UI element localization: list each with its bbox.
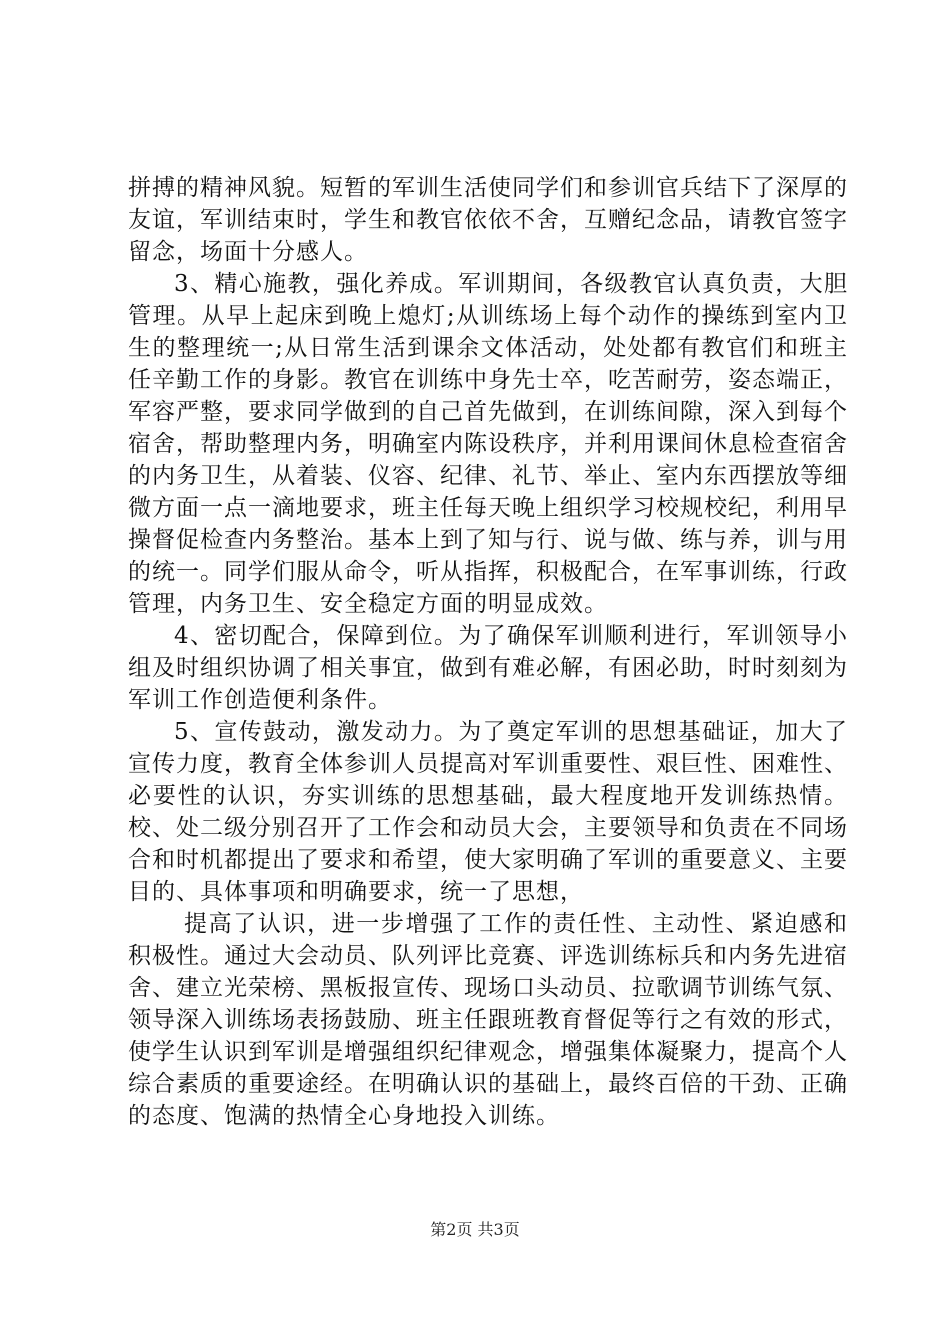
page-number-footer: 第2页 共3页 [430,1220,520,1239]
document-body [128,172,848,1132]
paragraph-item-3: 3、精心施教，强化养成。军训期间，各级教官认真负责，大胆管理。从早上起床到晚上熄灯;从训练场上每个动作的操练到室内卫生的整理统一;从日常生活到课余文体活动，处处都有教官们和班主任辛勤工作的身影。教官在训练中身先士卒，吃苦耐劳，姿态端正，军容严整，要求同学做到的自己首先做到，在训练间隙，深入到每个宿舍，帮助整理内务，明确室内陈设秩序，并利用课间休息检查宿舍的内务卫生，从着装、仪容、纪律、礼节、举止、室内东西摆放等细微方面一点一滴地要求，班主任每天晚上组织学习校规校纪，利用早操督促检查内务整治。基本上到了知与行、说与做、练与养，训与用的统一。同学们服从命令，听从指挥，积极配合，在军事训练，行政管理，内务卫生、安全稳定方面的明显成效。 [128,271,848,617]
paragraph-continuation: 拼搏的精神风貌。短暂的军训生活使同学们和参训官兵结下了深厚的友谊，军训结束时，学生和教官依依不舍，互赠纪念品，请教官签字留念，场面十分感人。 [128,175,848,265]
paragraph-item-4: 4、密切配合，保障到位。为了确保军训顺利进行，军训领导小组及时组织协调了相关事宜，做到有难必解，有困必助，时时刻刻为军训工作创造便利条件。 [128,623,848,713]
paragraph-item-5-continued: 提高了认识，进一步增强了工作的责任性、主动性、紧迫感和积极性。通过大会动员、队列评比竞赛、评选训练标兵和内务先进宿舍、建立光荣榜、黑板报宣传、现场口头动员、拉歌调节训练气氛、领导深入训练场表扬鼓励、班主任跟班教育督促等行之有效的形式，使学生认识到军训是增强组织纪律观念，增强集体凝聚力，提高个人综合素质的重要途经。在明确认识的基础上，最终百倍的干劲、正确的态度、饱满的热情全心身地投入训练。 [128,911,848,1129]
paragraph-item-5: 5、宣传鼓动，激发动力。为了奠定军训的思想基础证，加大了宣传力度，教育全体参训人员提高对军训重要性、艰巨性、困难性、必要性的认识，夯实训练的思想基础，最大程度地开发训练热情。校、处二级分别召开了工作会和动员大会，主要领导和负责在不同场合和时机都提出了要求和希望，使大家明确了军训的重要意义、主要目的、具体事项和明确要求，统一了思想， [128,719,848,905]
